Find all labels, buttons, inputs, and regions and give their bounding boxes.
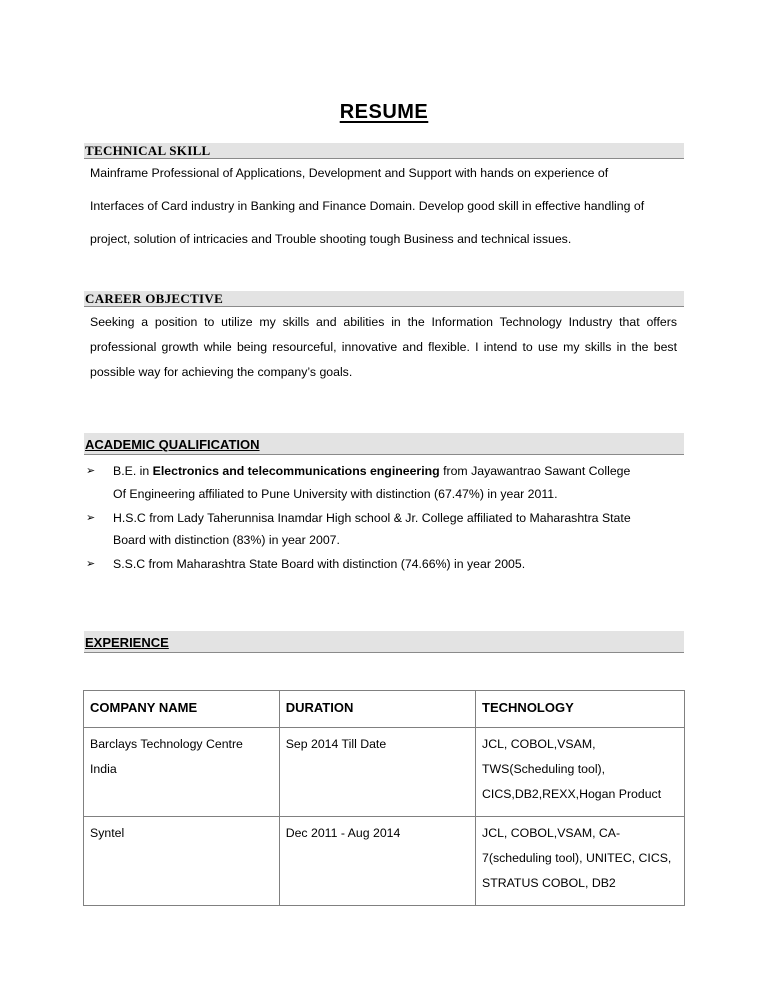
career-objective-text — [90, 315, 677, 390]
arrow-bullet-icon: ➢ — [86, 465, 96, 477]
technology-value: STRATUS COBOL, DB2 — [482, 876, 616, 890]
arrow-bullet-icon: ➢ — [86, 558, 96, 570]
technology-value: TWS(Scheduling tool), — [482, 762, 606, 776]
company-cell — [84, 817, 280, 906]
academic-item-degree: Electronics and telecommunications engineering — [152, 464, 440, 478]
academic-item-ssc: S.S.C from Maharashtra State Board with distinction (74.66%) in year 2005. — [113, 557, 526, 571]
company-name: India — [90, 762, 117, 776]
academic-item-hsc: H.S.C from Lady Taherunnisa Inamdar High school & Jr. College affiliated to Maharashtra State — [113, 511, 631, 525]
column-header-technology: TECHNOLOGY — [476, 691, 685, 728]
technology-cell — [476, 728, 685, 817]
table-header-row — [84, 691, 685, 728]
career-objective-heading: CAREER OBJECTIVE — [84, 291, 684, 307]
resume-title: RESUME — [339, 101, 429, 123]
experience-heading: EXPERIENCE — [84, 631, 684, 653]
column-header-company: COMPANY NAME — [84, 691, 280, 728]
technology-value: 7(scheduling tool), UNITEC, CICS, — [482, 851, 672, 865]
academic-item-be-line2: Of Engineering affiliated to Pune University with distinction (67.47%) in year 2011. — [113, 487, 558, 501]
duration-value: Dec 2011 - Aug 2014 — [285, 826, 401, 840]
technical-skill-heading: TECHNICAL SKILL — [84, 143, 684, 159]
company-name: Barclays Technology Centre — [90, 737, 243, 751]
career-objective-line: Seeking a position to utilize my skills and abilities in the Information Technology Industry that offers — [90, 315, 677, 329]
technology-value: JCL, COBOL,VSAM, CA- — [482, 826, 621, 840]
arrow-bullet-icon: ➢ — [86, 512, 96, 524]
duration-cell — [279, 817, 475, 906]
academic-item-text: B.E. in — [113, 464, 153, 478]
technical-skill-line: project, solution of intricacies and Trouble shooting tough Business and technical issues. — [90, 232, 572, 246]
technology-value: CICS,DB2,REXX,Hogan Product — [482, 787, 662, 801]
duration-cell — [279, 728, 475, 817]
academic-qualification-heading: ACADEMIC QUALIFICATION — [84, 433, 684, 455]
technology-cell — [476, 817, 685, 906]
academic-item-text: from Jayawantrao Sawant College — [439, 464, 631, 478]
technology-value: JCL, COBOL,VSAM, — [482, 737, 596, 751]
table-row — [84, 817, 685, 906]
duration-value: Sep 2014 Till Date — [285, 737, 387, 751]
technical-skill-line: Mainframe Professional of Applications, Development and Support with hands on experience of — [90, 166, 609, 180]
career-objective-line: professional growth while being resourceful, innovative and flexible. I intend to use my skills in the best — [90, 340, 677, 354]
academic-item-be — [113, 464, 630, 478]
experience-table — [83, 690, 685, 906]
career-objective-line: possible way for achieving the company’s goals. — [90, 365, 353, 379]
technical-skill-line: Interfaces of Card industry in Banking and Finance Domain. Develop good skill in effective handling of — [90, 199, 645, 213]
column-header-duration: DURATION — [279, 691, 475, 728]
company-name: Syntel — [90, 826, 125, 840]
table-row — [84, 728, 685, 817]
company-cell — [84, 728, 280, 817]
academic-item-hsc-line2: Board with distinction (83%) in year 2007. — [113, 533, 340, 547]
